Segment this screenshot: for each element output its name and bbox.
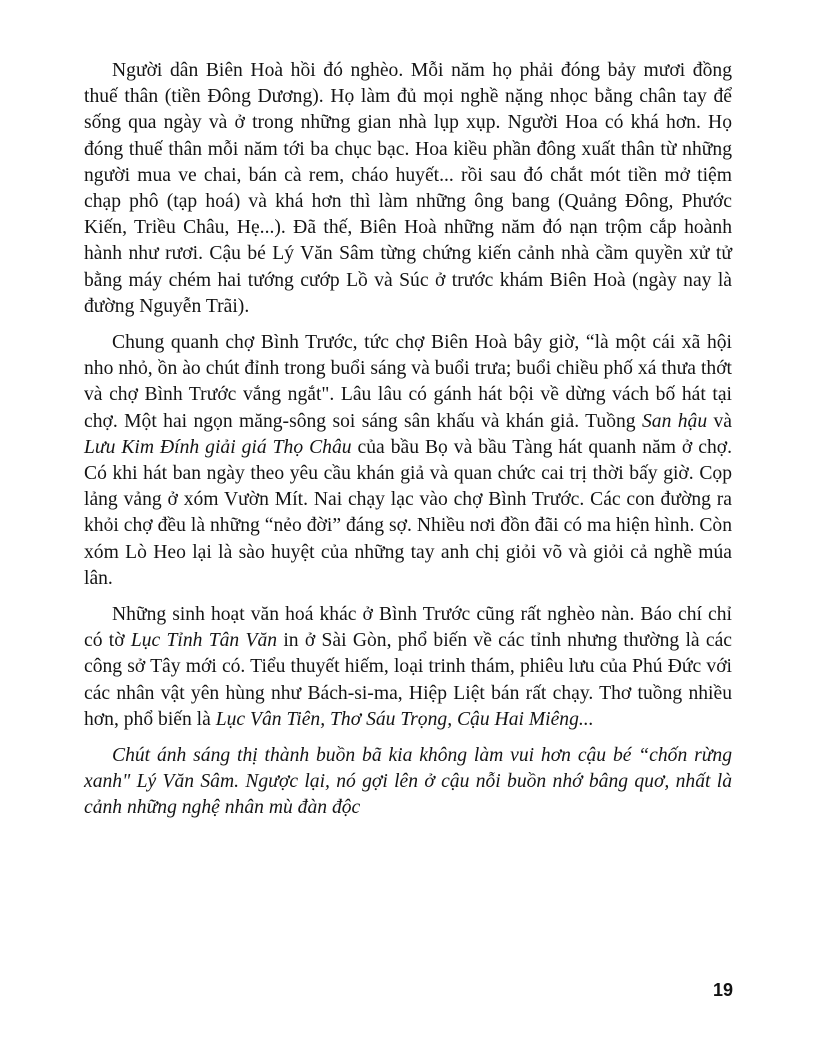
paragraph-3-text-b: in ở Sài Gòn, phổ biến về các tỉnh nhưng thường là các công sở Tây mới có. Tiểu thuyết hiếm, loại trinh thám, phiêu lưu của Phú Đức với các nhân vật yên hùng như Bách-si-ma, Hiệp Liệt bán rất chạy. Thơ tuồng nhiều hơn, phổ biến là [84,630,732,730]
newspaper-title: Lục Tỉnh Tân Văn [130,630,278,652]
play-title-luu-kim-dinh: Lưu Kim Đính giải giá Thọ Châu [84,436,352,458]
paragraph-3-text-a: Những sinh hoạt văn hoá khác ở Bình Trước cũng rất nghèo nàn. Báo chí chỉ có tờ [84,604,732,652]
page-number: 19 [712,980,733,1000]
paragraph-2-text-a: Chung quanh chợ Bình Trước, tức chợ Biên Hoà bây giờ, “là một cái xã hội nho nhỏ, ồn ào chút đỉnh trong buổi sáng và buổi trưa; buổi chiều phố xá thưa thớt và chợ Bình Trước vắng ngắt". Lâu lâu có gánh hát bội về dừng vách bố hát tại chợ. Một hai ngọn măng-sông soi sáng sân khấu và khán giả. Tuồng [84,332,732,432]
play-title-san-hau: San hậu [641,410,708,432]
paragraph-2 [84,330,732,592]
paragraph-2-text-b: và [707,410,732,432]
page-body [84,58,732,822]
paragraph-1: Người dân Biên Hoà hồi đó nghèo. Mỗi năm họ phải đóng bảy mươi đồng thuế thân (tiền Đông Dương). Họ làm đủ mọi nghề nặng nhọc bằng chân tay để sống qua ngày và ở trong những gian nhà lụp xụp. Người Hoa có khá hơn. Họ đóng thuế thân mỗi năm tới ba chục bạc. Hoa kiều phần đông xuất thân từ những người mua ve chai, bán cà rem, cháo huyết... rồi sau đó chắt mót tiền mở tiệm chạp phô (tạp hoá) và khá hơn thì làm những ông bang (Quảng Đông, Phước Kiến, Triều Châu, Hẹ...). Đã thế, Biên Hoà những năm đó nạn trộm cắp hoành hành như rươi. Cậu bé Lý Văn Sâm từng chứng kiến cảnh nhà cầm quyền xử tử bằng máy chém hai tướng cướp Lồ và Súc ở trước khám Biên Hoà (ngày nay là đường Nguyễn Trãi). [84,60,732,317]
paragraph-3 [84,602,732,733]
paragraph-4: Chút ánh sáng thị thành buồn bã kia không làm vui hơn cậu bé “chốn rừng xanh" Lý Văn Sâm. Ngược lại, nó gợi lên ở cậu nỗi buồn nhớ bâng quơ, nhất là cảnh những nghệ nhân mù đàn độc [84,745,732,819]
paragraph-2-text-c: của bầu Bọ và bầu Tàng hát quanh năm ở chợ. Có khi hát ban ngày theo yêu cầu khán giả và quan chức cai trị thời bấy giờ. Cọp lảng vảng ở xóm Vườn Mít. Nai chạy lạc vào chợ Bình Trước. Các con đường ra khỏi chợ đều là những “nẻo đời” đáng sợ. Nhiều nơi đồn đãi có ma hiện hình. Còn xóm Lò Heo lại là sào huyệt của những tay anh chị giỏi võ và giỏi cả nghề múa lân. [84,436,732,589]
verse-titles: Lục Vân Tiên, Thơ Sáu Trọng, Cậu Hai Miêng... [215,708,594,730]
